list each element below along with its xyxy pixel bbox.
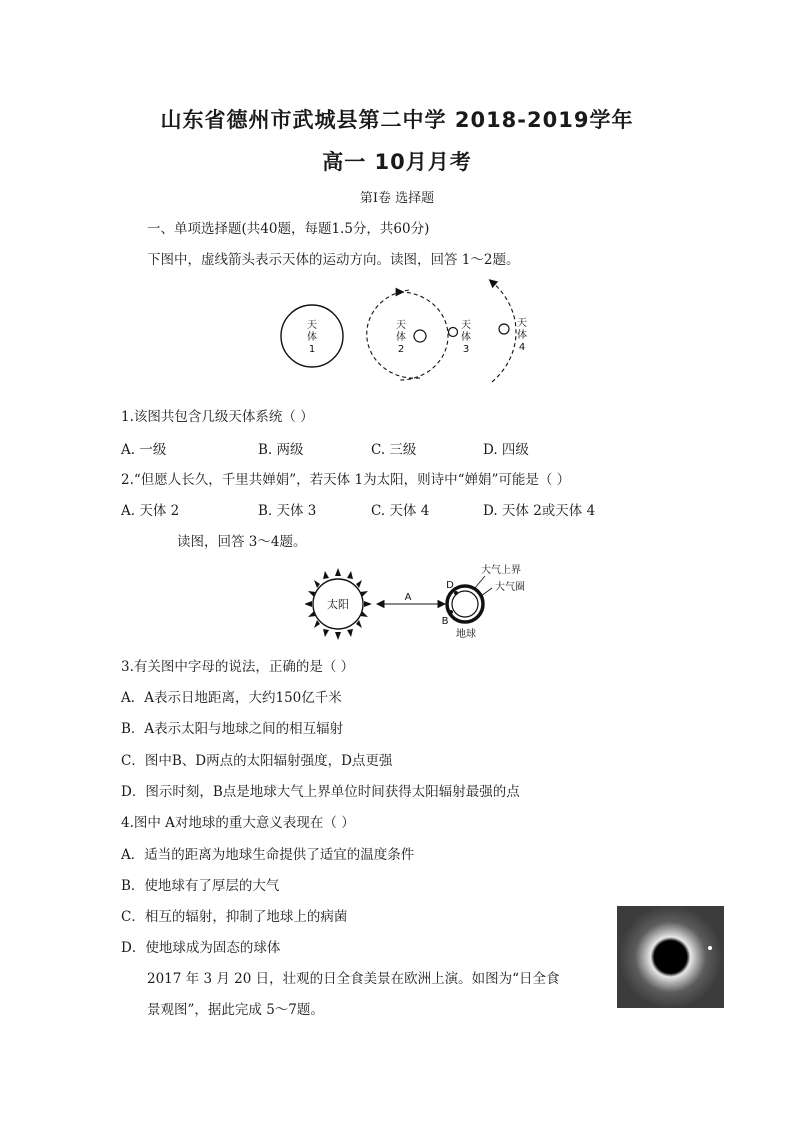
q4-option-c: C．相互的辐射，抑制了地球上的病菌 [121,909,348,925]
group3-intro-line2: 景观图”，据此完成 5～7题。 [147,1002,324,1018]
body3-label-2: 体 [461,332,471,343]
q4-option-b: B．使地球有了厚层的大气 [121,878,280,894]
body1-label-1: 天 [307,320,317,331]
body4-label-1: 天 [517,318,527,329]
point-b [449,610,453,614]
body2-label-1: 天 [396,320,406,331]
q4-stem: 4.图中 A对地球的重大意义表现在（ ） [121,815,355,831]
sun-earth-figure [305,560,545,642]
atmos-label: 大气圈 [495,582,525,593]
body3-label-3: 3 [462,344,470,355]
part-intro: 一、单项选择题(共40题，每题1.5分，共60分) [147,221,430,237]
orbit-right [397,292,448,380]
body2-circle [414,330,426,342]
body4-circle [499,324,509,334]
body2-label-2: 体 [396,332,406,343]
orbit-outer [492,282,516,382]
q1-option-c: C. 三级 [371,442,417,458]
q3-option-b: B．A表示太阳与地球之间的相互辐射 [121,721,344,737]
solar-eclipse-photo [617,906,724,1008]
d-label: D [446,580,454,591]
b-label: B [441,616,449,627]
celestial-bodies-figure [270,278,540,388]
q2-option-b: B. 天体 3 [258,503,317,519]
q3-option-d: D．图示时刻，B点是地球大气上界单位时间获得太阳辐射最强的点 [121,784,520,800]
bright-star-dot [708,946,712,950]
q2-stem: 2.“但愿人长久，千里共婵娟”，若天体 1为太阳，则诗中“婵娟”可能是（ ） [121,472,571,488]
group1-intro: 下图中，虚线箭头表示天体的运动方向。读图，回答 1～2题。 [147,252,520,268]
sun-label: 太阳 [327,598,349,611]
q3-stem: 3.有关图中字母的说法，正确的是（ ） [121,659,355,675]
q3-option-a: A．A表示日地距离，大约150亿千米 [121,690,342,706]
paper-title-line2: 高一 10月月考 [322,150,472,174]
q3-option-c: C．图中B、D两点的太阳辐射强度，D点更强 [121,753,393,769]
upper-label: 大气上界 [481,565,521,576]
orbit-left [367,290,420,378]
q4-option-d: D．使地球成为固态的球体 [121,940,281,956]
paper-title-line1: 山东省德州市武城县第二中学 2018-2019学年 [160,108,634,132]
q2-option-a: A. 天体 2 [121,503,180,519]
q2-option-c: C. 天体 4 [371,503,430,519]
earth-label: 地球 [456,629,476,640]
body4-label-3: 4 [518,342,526,353]
body3-circle [449,328,458,337]
arrow-a-label: A [404,592,412,603]
section-title: 第Ⅰ卷 选择题 [359,191,435,206]
q1-option-d: D. 四级 [483,442,529,458]
group2-intro: 读图，回答 3～4题。 [177,534,307,550]
q1-option-b: B. 两级 [258,442,304,458]
q1-option-a: A. 一级 [121,442,167,458]
body1-label-2: 体 [307,332,317,343]
group3-intro-line1: 2017 年 3 月 20 日，壮观的日全食美景在欧洲上演。如图为“日全食 [147,971,560,987]
q1-stem: 1.该图共包含几级天体系统（ ） [121,409,314,425]
body1-label-3: 1 [308,344,316,355]
body2-label-3: 2 [397,344,405,355]
q2-option-d: D. 天体 2或天体 4 [483,503,596,519]
q4-option-a: A．适当的距离为地球生命提供了适宜的温度条件 [121,847,415,863]
body4-label-2: 体 [517,330,527,341]
point-d [454,591,458,595]
body3-label-1: 天 [461,320,471,331]
